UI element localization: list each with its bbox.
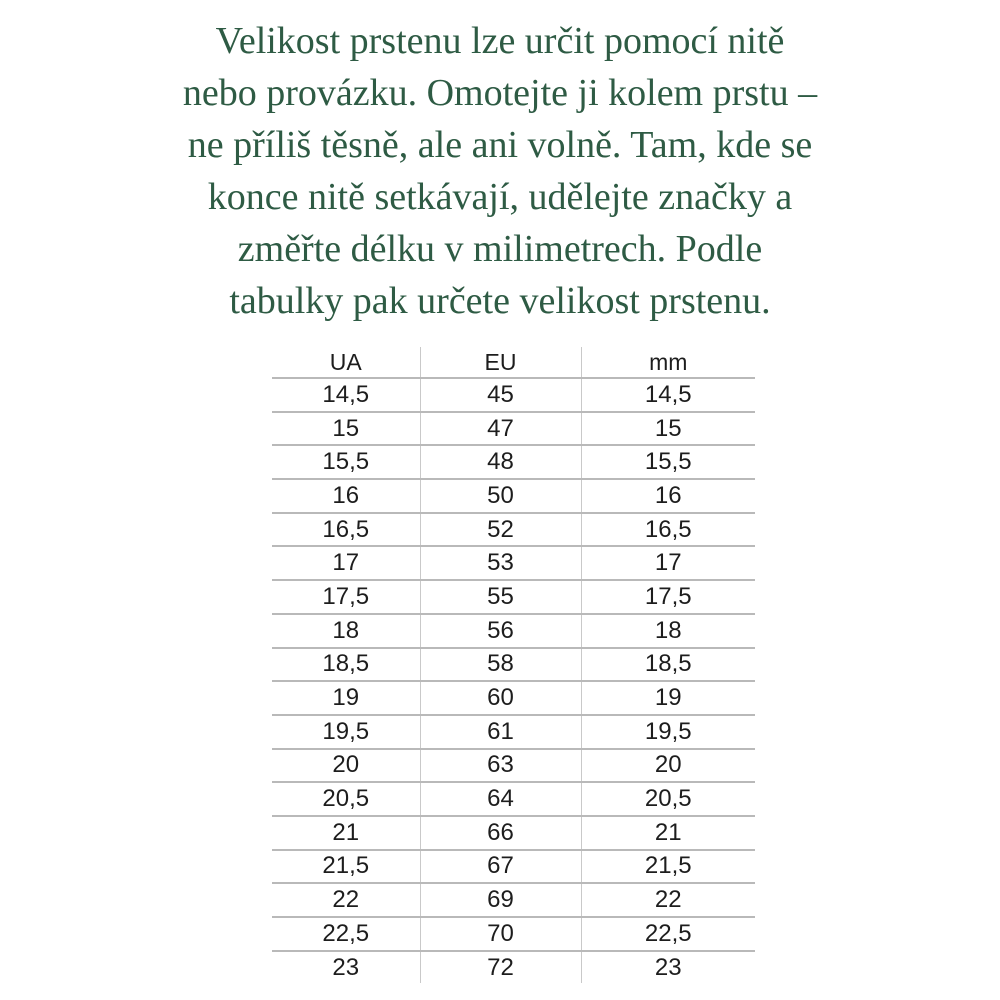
table-row	[272, 850, 755, 884]
ring-size-table	[272, 347, 755, 983]
table-cell: 45	[420, 378, 581, 412]
table-cell: 17,5	[272, 580, 420, 614]
table-cell: 17	[581, 546, 755, 580]
table-cell: 66	[420, 816, 581, 850]
table-cell: 15	[581, 412, 755, 446]
table-cell: 16	[581, 479, 755, 513]
table-row	[272, 917, 755, 951]
table-cell: 47	[420, 412, 581, 446]
intro-line: tabulky pak určete velikost prstenu.	[229, 280, 771, 322]
table-cell: 16	[272, 479, 420, 513]
table-cell: 19	[272, 681, 420, 715]
table-row	[272, 614, 755, 648]
table-cell: 21	[581, 816, 755, 850]
table-cell: 18,5	[581, 648, 755, 682]
table-cell: 18,5	[272, 648, 420, 682]
table-cell: 23	[272, 951, 420, 984]
table-row	[272, 445, 755, 479]
table-cell: 56	[420, 614, 581, 648]
table-cell: 72	[420, 951, 581, 984]
table-cell: 16,5	[581, 513, 755, 547]
table-cell: 55	[420, 580, 581, 614]
intro-text	[50, 15, 950, 327]
table-row	[272, 412, 755, 446]
table-cell: 20	[272, 749, 420, 783]
table-header-row	[272, 347, 755, 378]
table-row	[272, 782, 755, 816]
table-cell: 64	[420, 782, 581, 816]
table-cell: 14,5	[581, 378, 755, 412]
table-row	[272, 546, 755, 580]
table-cell: 53	[420, 546, 581, 580]
table-row	[272, 816, 755, 850]
table-cell: 20,5	[272, 782, 420, 816]
table-cell: 50	[420, 479, 581, 513]
table-cell: 16,5	[272, 513, 420, 547]
table-cell: 69	[420, 883, 581, 917]
table-cell: 17,5	[581, 580, 755, 614]
table-cell: 20,5	[581, 782, 755, 816]
table-cell: 19	[581, 681, 755, 715]
table-row	[272, 681, 755, 715]
table-cell: 48	[420, 445, 581, 479]
table-row	[272, 648, 755, 682]
table-cell: 18	[581, 614, 755, 648]
table-cell: 20	[581, 749, 755, 783]
intro-line: nebo provázku. Omotejte ji kolem prstu –	[182, 72, 818, 114]
table-cell: 58	[420, 648, 581, 682]
table-cell: 52	[420, 513, 581, 547]
table-cell: 21	[272, 816, 420, 850]
column-header-eu: EU	[420, 347, 581, 378]
table-cell: 19,5	[272, 715, 420, 749]
table-cell: 19,5	[581, 715, 755, 749]
table-cell: 22,5	[272, 917, 420, 951]
table-cell: 63	[420, 749, 581, 783]
table-cell: 67	[420, 850, 581, 884]
table-cell: 60	[420, 681, 581, 715]
intro-line: ne příliš těsně, ale ani volně. Tam, kde se	[187, 124, 813, 166]
table-row	[272, 883, 755, 917]
table-cell: 17	[272, 546, 420, 580]
table-cell: 15	[272, 412, 420, 446]
table-row	[272, 580, 755, 614]
table-row	[272, 479, 755, 513]
table-cell: 23	[581, 951, 755, 984]
column-header-mm: mm	[581, 347, 755, 378]
table-cell: 21,5	[581, 850, 755, 884]
table-row	[272, 715, 755, 749]
table-cell: 22,5	[581, 917, 755, 951]
table-cell: 61	[420, 715, 581, 749]
intro-line: změřte délku v milimetrech. Podle	[237, 228, 763, 270]
table-cell: 70	[420, 917, 581, 951]
table-cell: 14,5	[272, 378, 420, 412]
table-row	[272, 513, 755, 547]
column-header-ua: UA	[272, 347, 420, 378]
table-cell: 15,5	[272, 445, 420, 479]
table-row	[272, 749, 755, 783]
table-cell: 22	[272, 883, 420, 917]
table-cell: 15,5	[581, 445, 755, 479]
table-cell: 18	[272, 614, 420, 648]
intro-line: konce nitě setkávají, udělejte značky a	[207, 176, 793, 218]
table-row	[272, 951, 755, 984]
intro-line: Velikost prstenu lze určit pomocí nitě	[215, 20, 785, 62]
table-cell: 21,5	[272, 850, 420, 884]
table-body	[272, 378, 755, 983]
table-row	[272, 378, 755, 412]
table-cell: 22	[581, 883, 755, 917]
